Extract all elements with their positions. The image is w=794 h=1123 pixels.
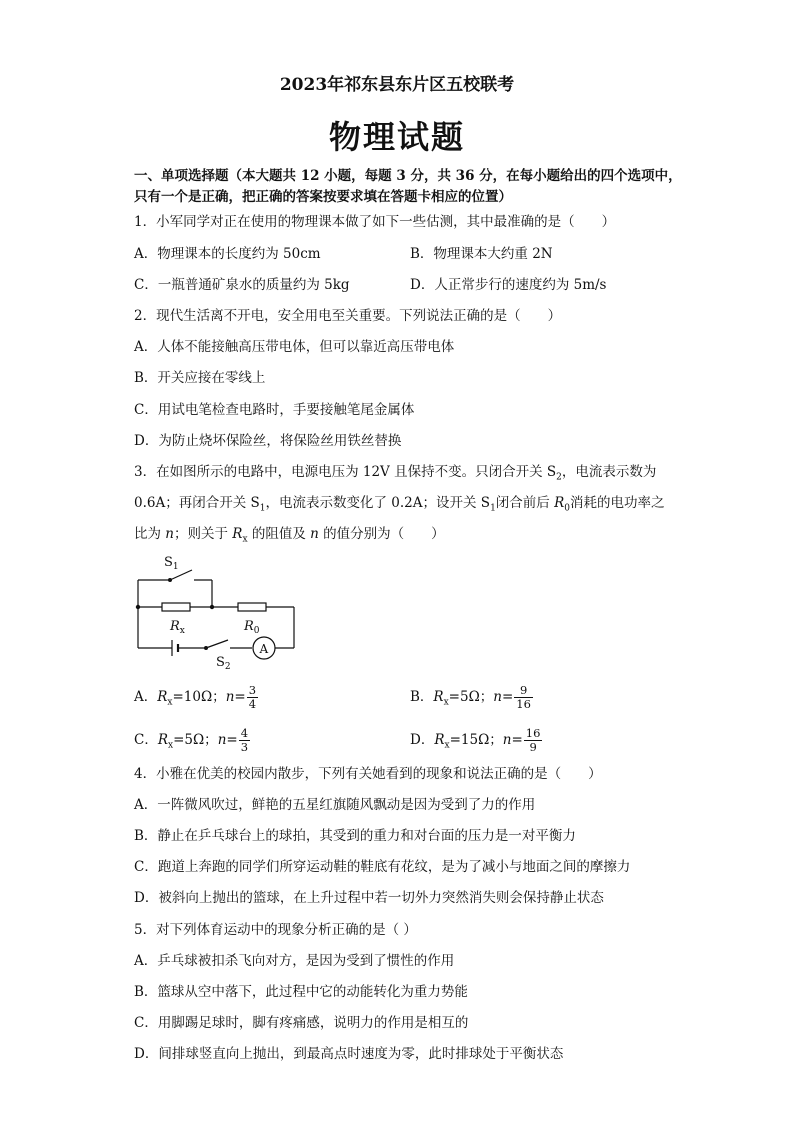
q3-stem-line3: 比为 n；则关于 $R_x$ 的阻值及 n 的值分别为（ ）: [134, 526, 445, 545]
q3-option-b: B．$R_x=5\Omega$；n= $\frac{9}{16}$: [410, 683, 531, 711]
q1-option-d: D．人正常步行的速度约为 5m/s: [410, 277, 607, 293]
s2-label: $S_2$: [216, 655, 231, 670]
q2-option-d: D．为防止烧坏保险丝，将保险丝用铁丝替换: [134, 433, 402, 449]
fraction: $\frac{3}{4}$: [248, 683, 257, 711]
fraction: $\frac{16}{9}$: [525, 726, 541, 754]
q1-stem: 1．小军同学对正在使用的物理课本做了如下一些估测，其中最准确的是（ ）: [134, 214, 616, 230]
q2-option-c: C．用试电笔检查电路时，手要接触笔尾金属体: [134, 402, 415, 418]
section-instruction-line2: 只有一个是正确，把正确的答案按要求填在答题卡相应的位置）: [134, 189, 512, 205]
q5-stem: 5．对下列体育运动中的现象分析正确的是（ ）: [134, 922, 417, 938]
exam-subtitle: 2023年祁东县东片区五校联考: [279, 75, 515, 95]
q4-option-d: D．被斜向上抛出的篮球，在上升过程中若一切外力突然消失则会保持静止状态: [134, 890, 604, 906]
q3-circuit-diagram: [134, 550, 304, 670]
ammeter-label: A: [259, 642, 269, 656]
q4-stem: 4．小雅在优美的校园内散步，下列有关她看到的现象和说法正确的是（ ）: [134, 766, 602, 782]
q1-option-a: A．物理课本的长度约为 50cm: [134, 246, 321, 262]
fraction: $\frac{9}{16}$: [516, 683, 531, 711]
q1-option-c: C．一瓶普通矿泉水的质量约为 5kg: [134, 277, 350, 293]
rx-resistor: [162, 603, 190, 611]
s2-switch-lever: [206, 640, 228, 648]
s1-label: $S_1$: [164, 555, 179, 572]
rx-label: $R_x$: [170, 619, 185, 636]
q5-option-d: D．间排球竖直向上抛出，到最高点时速度为零，此时排球处于平衡状态: [134, 1046, 564, 1062]
q2-option-b: B．开关应接在零线上: [134, 370, 266, 386]
junction-dot: [136, 605, 140, 609]
r0-resistor: [238, 603, 266, 611]
q4-option-a: A．一阵微风吹过，鲜艳的五星红旗随风飘动是因为受到了力的作用: [134, 797, 536, 813]
q2-option-a: A．人体不能接触高压带电体，但可以靠近高压带电体: [134, 339, 455, 355]
junction-dot: [210, 605, 214, 609]
q5-option-a: A．乒乓球被扣杀飞向对方，是因为受到了惯性的作用: [134, 953, 455, 969]
r0-label: $R_0$: [244, 619, 260, 636]
q3-option-c: C．$R_x=5\Omega$；n= $\frac{4}{3}$: [134, 726, 249, 754]
q2-stem: 2．现代生活离不开电，安全用电至关重要。下列说法正确的是（ ）: [134, 308, 562, 324]
q5-option-b: B．篮球从空中落下，此过程中它的动能转化为重力势能: [134, 984, 468, 1000]
s2-contact-dot: [204, 646, 208, 650]
s1-contact-dot: [168, 578, 172, 582]
q3-stem-line2: 0.6A；再闭合开关 $S_1$，电流表示数变化了 0.2A；设开关 $S_1$闭合前后 $R_0$消耗的电功率之: [134, 495, 665, 514]
fraction: $\frac{4}{3}$: [240, 726, 249, 754]
q4-option-b: B．静止在乒乓球台上的球拍，其受到的重力和对台面的压力是一对平衡力: [134, 828, 576, 844]
q3-stem-line1: 3．在如图所示的电路中，电源电压为 12V 且保持不变。只闭合开关 $S_2$，电流表示数为: [134, 464, 657, 483]
q3-option-a: A．$R_x=10\Omega$；n= $\frac{3}{4}$: [134, 683, 257, 711]
q3-option-d: D．$R_x=15\Omega$；n= $\frac{16}{9}$: [410, 726, 541, 754]
exam-title: 物理试题: [328, 118, 465, 156]
q4-option-c: C．跑道上奔跑的同学们所穿运动鞋的鞋底有花纹，是为了减小与地面之间的摩擦力: [134, 859, 631, 875]
q5-option-c: C．用脚踢足球时，脚有疼痛感，说明力的作用是相互的: [134, 1015, 469, 1031]
q1-option-b: B．物理课本大约重 2N: [410, 246, 553, 262]
section-instruction-line1: 一、单项选择题（本大题共 12 小题，每题 3 分，共 36 分，在每小题给出的四个选项中，: [134, 168, 682, 184]
